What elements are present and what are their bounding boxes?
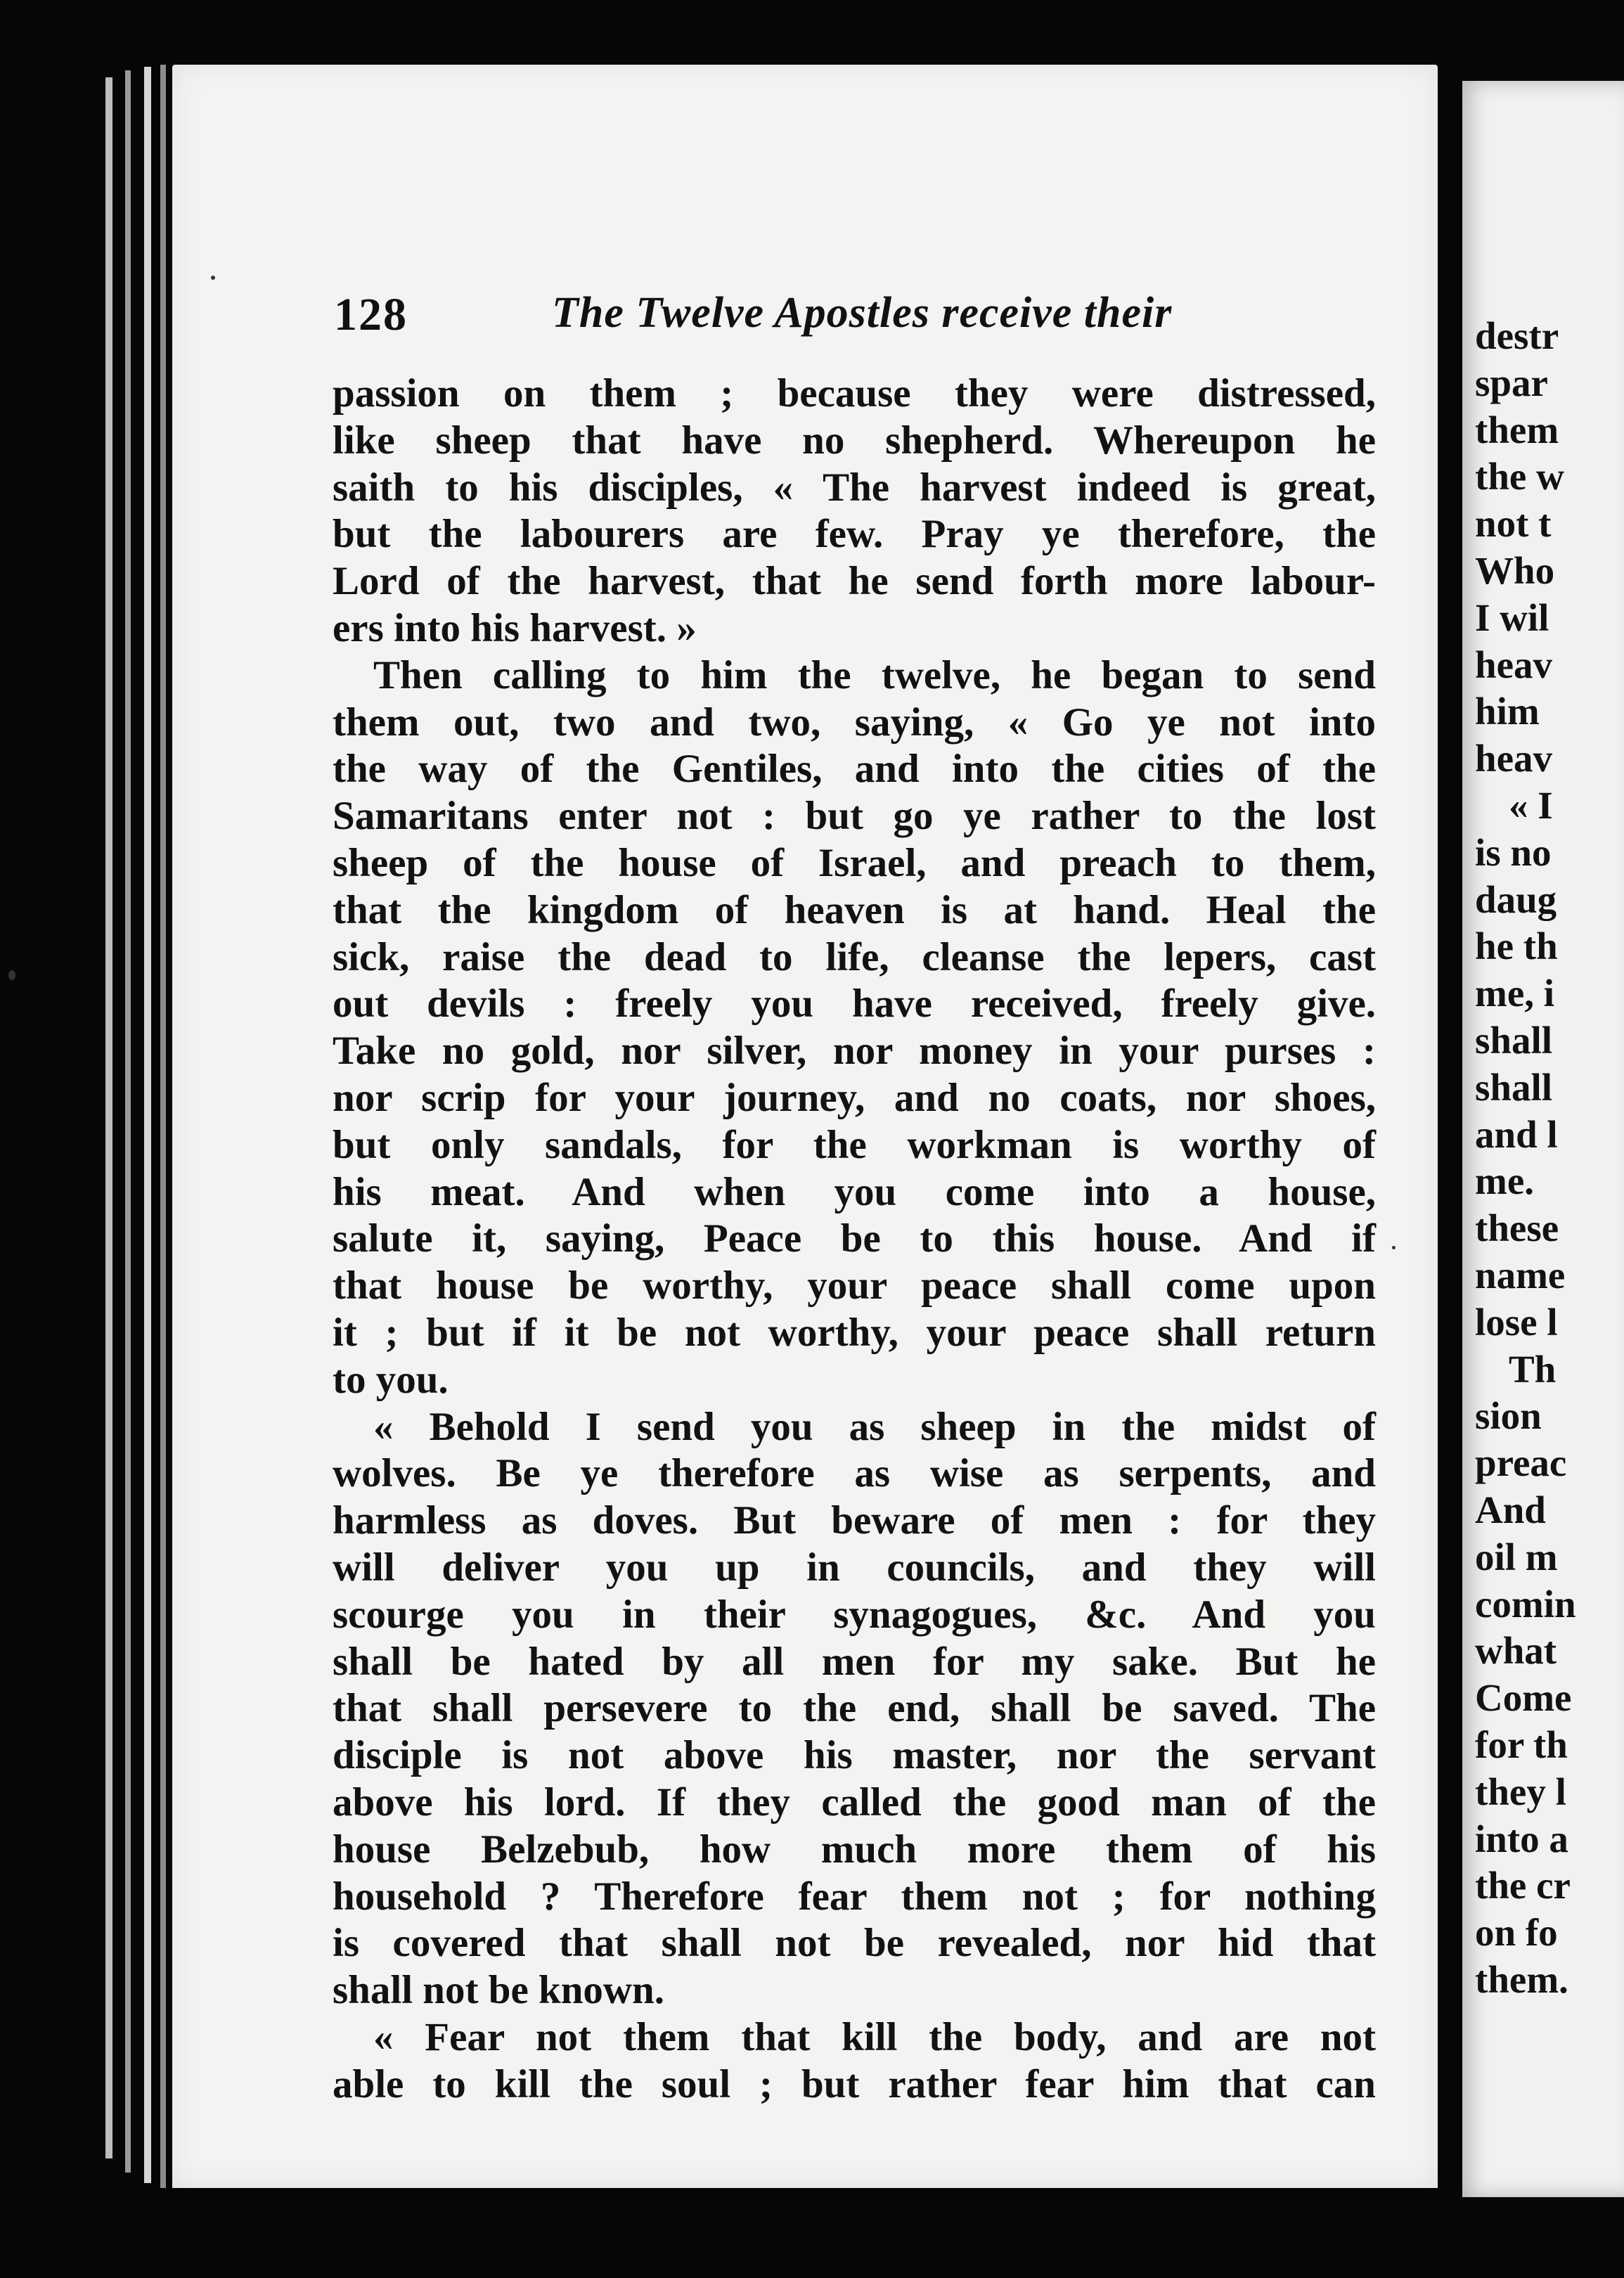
text-line: passion on them ; because they were distressed,	[333, 371, 1376, 416]
text-line: able to kill the soul ; but rather fear him that can	[333, 2061, 1376, 2106]
text-line: house Belzebub, how much more them of his	[333, 1827, 1376, 1872]
right-page-line: on fo	[1475, 1911, 1558, 1955]
right-page-line: heav	[1475, 643, 1552, 686]
right-page-line: spar	[1475, 361, 1548, 404]
text-line: above his lord. If they called the good man of the	[333, 1780, 1376, 1825]
text-line: but the labourers are few. Pray ye therefore, the	[333, 512, 1376, 557]
left-page	[172, 65, 1438, 2188]
text-line: sheep of the house of Israel, and preach to them,	[333, 840, 1376, 885]
right-page-line: them.	[1475, 1957, 1568, 2001]
text-line: Samaritans enter not : but go ye rather to the lost	[333, 794, 1376, 839]
right-page-line: and l	[1475, 1112, 1558, 1156]
right-page-line: Come	[1475, 1676, 1572, 1720]
text-line: will deliver you up in councils, and they will	[333, 1545, 1376, 1590]
right-page-line: they l	[1475, 1770, 1566, 1813]
page-edge	[105, 77, 112, 2158]
text-line: Take no gold, nor silver, nor money in your purses :	[333, 1029, 1376, 1074]
text-line: sick, raise the dead to life, cleanse the lepers, cast	[333, 934, 1376, 979]
page-edge	[144, 67, 151, 2183]
right-page-line: « I	[1509, 783, 1553, 827]
right-page-line: heav	[1475, 737, 1552, 780]
right-page-line: him	[1475, 690, 1540, 733]
right-page-line: sion	[1475, 1394, 1542, 1438]
right-page-line: shall	[1475, 1065, 1553, 1109]
text-line: that house be worthy, your peace shall come upon	[333, 1263, 1376, 1308]
right-page-line: for th	[1475, 1723, 1568, 1766]
right-page-line: into a	[1475, 1817, 1568, 1860]
text-line: that shall persevere to the end, shall be saved. The	[333, 1686, 1376, 1731]
text-line: Then calling to him the twelve, he began to send	[373, 652, 1376, 697]
text-line: saith to his disciples, « The harvest indeed is great,	[333, 465, 1376, 510]
text-line: shall not be known.	[333, 1968, 665, 2013]
right-page-line: daug	[1475, 877, 1557, 921]
text-line: to you.	[333, 1357, 449, 1402]
right-page-line: these	[1475, 1206, 1559, 1250]
right-page-line: comin	[1475, 1582, 1576, 1626]
right-page-line: me, i	[1475, 972, 1555, 1015]
right-page-line: name	[1475, 1253, 1566, 1296]
running-head-title: The Twelve Apostles receive their	[552, 289, 1173, 337]
text-line: the way of the Gentiles, and into the cities of the	[333, 747, 1376, 792]
scan-speck	[8, 970, 15, 980]
text-line: wolves. Be ye therefore as wise as serpents, and	[333, 1451, 1376, 1496]
text-line: it ; but if it be not worthy, your peace shall return	[333, 1310, 1376, 1355]
running-head	[334, 288, 1388, 352]
right-page-line: And	[1475, 1488, 1546, 1531]
right-page-line: is no	[1475, 830, 1552, 874]
right-page-fragment	[1462, 81, 1624, 2197]
text-line: disciple is not above his master, nor the servant	[333, 1733, 1376, 1778]
text-line: nor scrip for your journey, and no coats, nor shoes,	[333, 1075, 1376, 1120]
text-line: « Fear not them that kill the body, and are not	[373, 2014, 1376, 2059]
text-line: ers into his harvest. »	[333, 605, 697, 650]
right-page-line: destr	[1475, 314, 1559, 357]
right-page-line: shall	[1475, 1018, 1553, 1062]
text-line: his meat. And when you come into a house,	[333, 1169, 1376, 1214]
text-line: household ? Therefore fear them not ; for nothing	[333, 1874, 1376, 1919]
page-edge	[160, 65, 166, 2188]
page-number: 128	[334, 289, 408, 340]
text-line: scourge you in their synagogues, &c. And you	[333, 1592, 1376, 1637]
text-line: that the kingdom of heaven is at hand. Heal the	[333, 887, 1376, 932]
right-page-line: not t	[1475, 502, 1552, 546]
text-line: harmless as doves. But beware of men : for they	[333, 1498, 1376, 1543]
right-page-line: preac	[1475, 1441, 1567, 1485]
text-line: is covered that shall not be revealed, nor hid that	[333, 1921, 1376, 1966]
right-page-line: me.	[1475, 1159, 1534, 1203]
text-line: shall be hated by all men for my sake. But he	[333, 1639, 1376, 1684]
text-line: Lord of the harvest, that he send forth more labour-	[333, 559, 1376, 604]
right-page-line: them	[1475, 408, 1559, 451]
body-text	[333, 371, 1376, 2108]
right-page-line: what	[1475, 1629, 1557, 1673]
scan-speck	[1392, 1246, 1396, 1249]
scan-speck	[211, 276, 215, 280]
right-page-line: I wil	[1475, 596, 1549, 639]
right-page-line: Th	[1509, 1347, 1557, 1391]
text-line: but only sandals, for the workman is worthy of	[333, 1122, 1376, 1167]
text-line: out devils : freely you have received, freely give.	[333, 982, 1376, 1027]
right-page-text	[1475, 313, 1624, 2004]
text-line: them out, two and two, saying, « Go ye not into	[333, 700, 1376, 745]
right-page-line: the w	[1475, 455, 1564, 498]
right-page-line: lose l	[1475, 1300, 1558, 1344]
text-line: like sheep that have no shepherd. Whereupon he	[333, 418, 1376, 463]
text-line: salute it, saying, Peace be to this house. And if	[333, 1216, 1376, 1261]
text-line: « Behold I send you as sheep in the midst of	[373, 1404, 1376, 1449]
right-page-line: oil m	[1475, 1535, 1558, 1578]
right-page-line: the cr	[1475, 1864, 1571, 1907]
right-page-line: he th	[1475, 925, 1558, 968]
page-edge	[125, 70, 131, 2173]
right-page-line: Who	[1475, 548, 1555, 592]
